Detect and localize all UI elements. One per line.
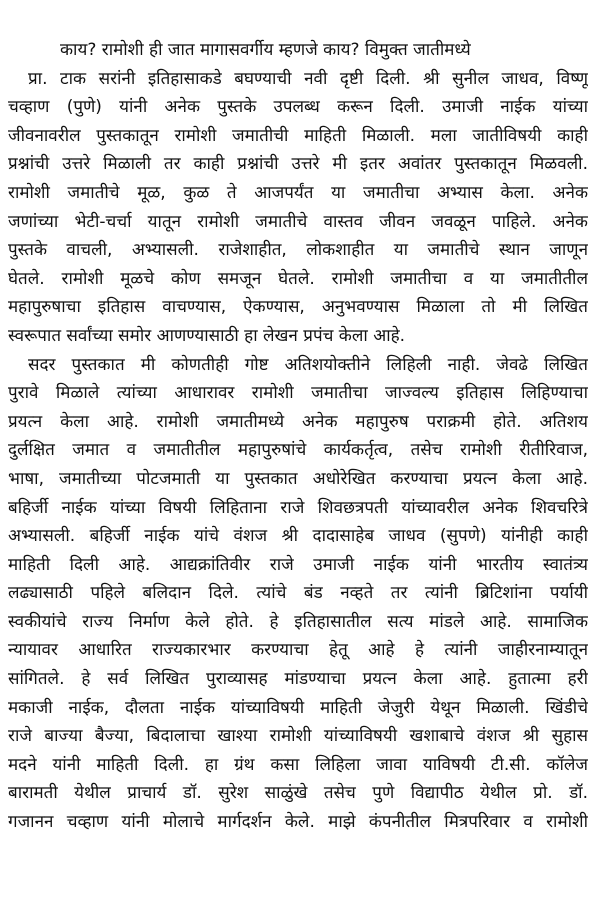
text-line-11: स्वरूपात सर्वांच्या समोर आणण्यासाठी हा लेखन प्रपंच केला आहे.	[8, 325, 405, 346]
text-line-3: चव्हाण (पुणे) यांनी अनेक पुस्तके उपलब्ध करून दिली. उमाजी नाईक यांच्या	[8, 97, 588, 118]
text-line-9: घेतले. रामोशी मूळचे कोण समजून घेतले. रामोशी जमातीचा व या जमातीतील	[8, 268, 588, 289]
text-line-12: सदर पुस्तकात मी कोणतीही गोष्ट अतिशयोक्तीने लिहिली नाही. जेवढे लिखित	[28, 354, 588, 375]
text-line-17: बहिर्जी नाईक यांच्या विषयी लिहिताना राजे शिवछत्रपती यांच्यावरील अनेक शिवचरित्रे	[8, 497, 588, 518]
text-line-23: सांगितले. हे सर्व लिखित पुराव्यासह मांडण्याचा प्रयत्न केला आहे. हुतात्मा हरी	[8, 669, 588, 690]
text-line-27: बारामती येथील प्राचार्य डॉ. सुरेश साळुंखे तसेच पुणे विद्यापीठ येथील प्रो. डॉ.	[8, 783, 588, 804]
text-line-25: राजे बाज्या बैज्या, बिदालाचा खाश्या रामोशी यांच्याविषयी खशाबाचे वंशज श्री सुहास	[8, 726, 588, 747]
text-line-22: न्यायावर आधारित राज्यकारभार करण्याचा हेतू आहे हे त्यांनी जाहीरनाम्यातून	[8, 640, 588, 661]
text-line-19: माहिती दिली आहे. आद्यक्रांतिवीर राजे उमाजी नाईक यांनी भारतीय स्वातंत्र्य	[8, 554, 588, 575]
text-line-24: मकाजी नाईक, दौलता नाईक यांच्याविषयी माहिती जेजुरी येथून मिळाली. खिंडीचे	[8, 697, 588, 718]
text-line-2: प्रा. टाक सरांनी इतिहासाकडे बघण्याची नवी दृष्टी दिली. श्री सुनील जाधव, विष्णू	[28, 68, 588, 89]
text-line-20: लढ्यासाठी पहिले बलिदान दिले. त्यांचे बंड नव्हते तर त्यांनी ब्रिटिशांना पर्यायी	[8, 583, 588, 604]
text-line-26: मदने यांनी माहिती दिली. हा ग्रंथ कसा लिहिला जावा याविषयी टी.सी. कॉलेज	[8, 754, 588, 775]
text-line-5: प्रश्नांची उत्तरे मिळाली तर काही प्रश्नांची उत्तरे मी इतर अवांतर पुस्तकातून मिळवली.	[8, 154, 588, 175]
text-line-4: जीवनावरील पुस्तकातून रामोशी जमातीची माहिती मिळाली. मला जातीविषयी काही	[8, 125, 588, 146]
text-line-15: दुर्लक्षित जमात व जमातीतील महापुरुषांचे कार्यकर्तृत्व, तसेच रामोशी रीतीरिवाज,	[8, 440, 588, 461]
text-line-1: काय? रामोशी ही जात मागासवर्गीय म्हणजे काय? विमुक्त जातीमध्ये	[60, 40, 471, 60]
text-line-28: गजानन चव्हाण यांनी मोलाचे मार्गदर्शन केले. माझे कंपनीतील मित्रपरिवार व रामोशी	[8, 812, 588, 833]
text-line-21: स्वकीयांचे राज्य निर्माण केले होते. हे इतिहासातील सत्य मांडले आहे. सामाजिक	[8, 611, 588, 632]
text-line-6: रामोशी जमातीचे मूळ, कुळ ते आजपर्यंत या जमातीचा अभ्यास केला. अनेक	[8, 182, 588, 203]
text-line-10: महापुरुषाचा इतिहास वाचण्यास, ऐकण्यास, अनुभवण्यास मिळाला तो मी लिखित	[8, 297, 588, 318]
text-line-8: पुस्तके वाचली, अभ्यासली. राजेशाहीत, लोकशाहीत या जमातीचे स्थान जाणून	[8, 240, 588, 261]
text-line-16: भाषा, जमातीच्या पोटजमाती या पुस्तकात अधोरेखित करण्याचा प्रयत्न केला आहे.	[8, 468, 588, 489]
text-line-13: पुरावे मिळाले त्यांच्या आधारावर रामोशी जमातीचा जाज्वल्य इतिहास लिहिण्याचा	[8, 383, 588, 404]
text-line-18: अभ्यासली. बहिर्जी नाईक यांचे वंशज श्री दादासाहेब जाधव (सुपणे) यांनीही काही	[8, 526, 588, 547]
text-line-14: प्रयत्न केला आहे. रामोशी जमातीमध्ये अनेक महापुरुष पराक्रमी होते. अतिशय	[8, 411, 588, 432]
text-line-7: जणांच्या भेटी-चर्चा यातून रामोशी जमातीचे वास्तव जीवन जवळून पाहिले. अनेक	[8, 211, 588, 232]
